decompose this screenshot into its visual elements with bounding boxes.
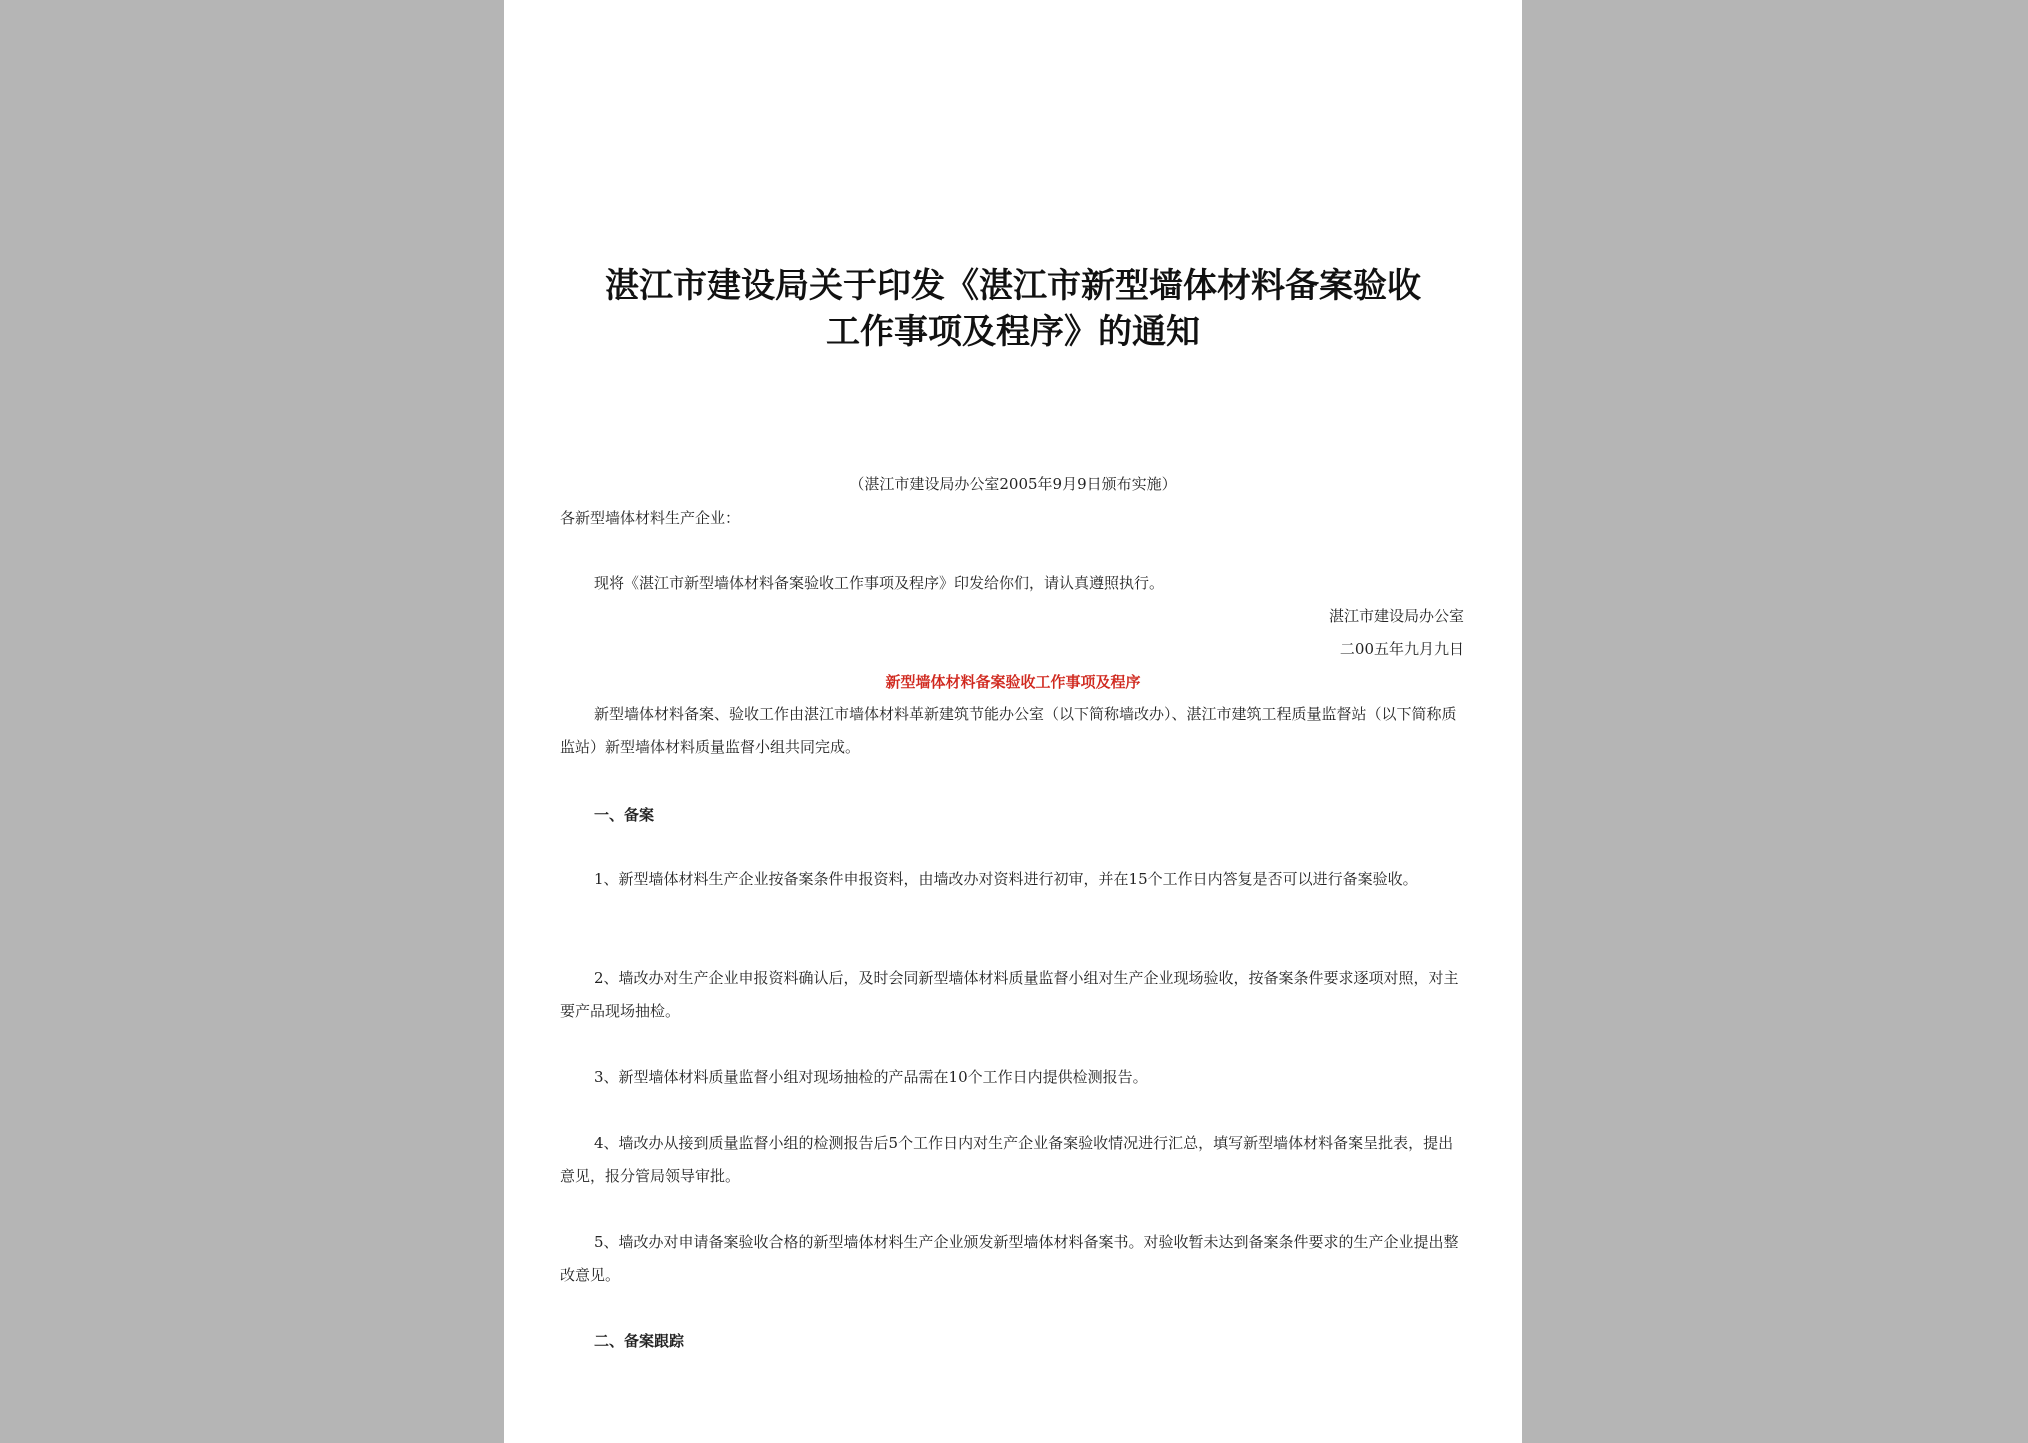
list-item: 2、墙改办对生产企业申报资料确认后，及时会同新型墙体材料质量监督小组对生产企业现场验收，按备案条件要求逐项对照，对主要产品现场抽检。 <box>560 969 1459 1020</box>
procedure-heading: 新型墙体材料备案验收工作事项及程序 <box>885 673 1141 691</box>
signature-office: 湛江市建设局办公室 <box>1328 607 1464 625</box>
list-item: 5、墙改办对申请备案验收合格的新型墙体材料生产企业颁发新型墙体材料备案书。对验收暂未达到备案条件要求的生产企业提出整改意见。 <box>560 1233 1459 1284</box>
section-heading-tracking: 二、备案跟踪 <box>594 1332 685 1350</box>
list-item: 3、新型墙体材料质量监督小组对现场抽检的产品需在10个工作日内提供检测报告。 <box>594 1068 1148 1086</box>
document-title-line-2: 工作事项及程序》的通知 <box>826 312 1200 352</box>
signature-date: 二00五年九月九日 <box>1339 640 1464 658</box>
document-title-line-1: 湛江市建设局关于印发《湛江市新型墙体材料备案验收 <box>605 266 1421 306</box>
issue-note: （湛江市建设局办公室2005年9月9日颁布实施） <box>849 475 1177 493</box>
document-title <box>504 263 1522 355</box>
list-item: 1、新型墙体材料生产企业按备案条件申报资料，由墙改办对资料进行初审，并在15个工作日内答复是否可以进行备案验收。 <box>594 870 1418 888</box>
section-heading-filing: 一、备案 <box>594 806 655 824</box>
list-item: 4、墙改办从接到质量监督小组的检测报告后5个工作日内对生产企业备案验收情况进行汇总，填写新型墙体材料备案呈批表，提出意见，报分管局领导审批。 <box>560 1134 1454 1185</box>
addressee: 各新型墙体材料生产企业： <box>560 509 741 527</box>
document-page <box>504 0 1522 1443</box>
intro-paragraph: 新型墙体材料备案、验收工作由湛江市墙体材料革新建筑节能办公室（以下简称墙改办）、湛江市建筑工程质量监督站（以下简称质监站）新型墙体材料质量监督小组共同完成。 <box>560 705 1457 756</box>
notice-text: 现将《湛江市新型墙体材料备案验收工作事项及程序》印发给你们，请认真遵照执行。 <box>594 574 1165 592</box>
